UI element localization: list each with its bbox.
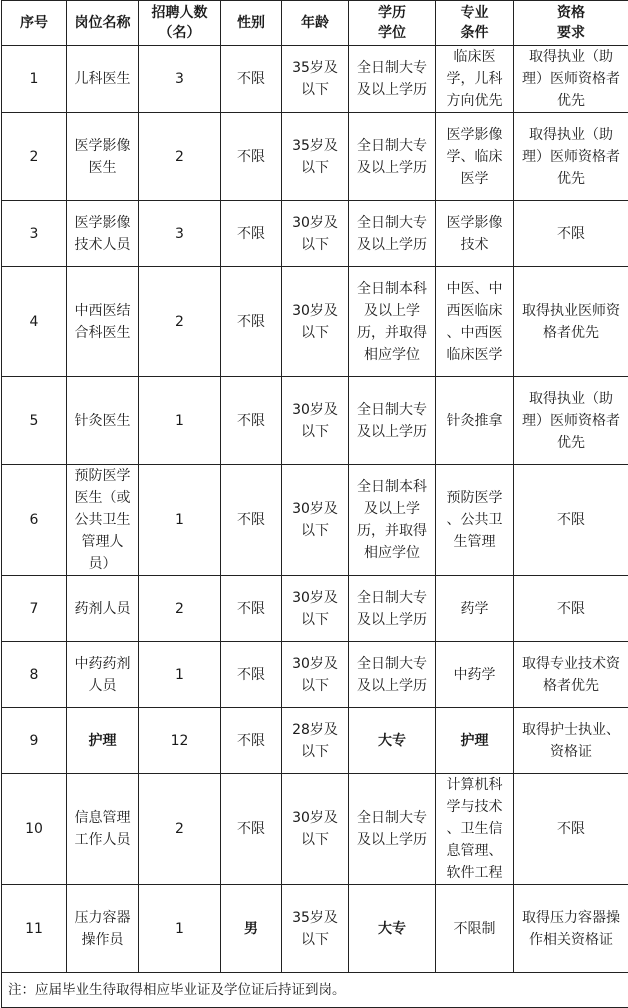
- row-qualification: 取得执业（助 理）医师资格者 优先: [514, 46, 628, 113]
- row-age: 30岁及 以下: [282, 377, 349, 465]
- row-gender: 不限: [221, 267, 282, 377]
- row-gender: 不限: [221, 708, 282, 774]
- header-qualification: 资格 要求: [514, 1, 628, 46]
- table-row: [2, 465, 628, 576]
- row-qualification: 不限: [514, 465, 628, 576]
- row-position: 医学影像 医生: [67, 113, 139, 201]
- row-position: 护理: [67, 708, 139, 774]
- table-row: [2, 885, 628, 973]
- row-qualification: 取得压力容器操 作相关资格证: [514, 885, 628, 973]
- header-age: 年龄: [282, 1, 349, 46]
- row-age: 30岁及 以下: [282, 774, 349, 885]
- row-gender: 不限: [221, 377, 282, 465]
- table-row: [2, 576, 628, 642]
- table-row: [2, 201, 628, 267]
- row-gender: 不限: [221, 46, 282, 113]
- row-education: 全日制大专 及以上学历: [349, 774, 436, 885]
- header-major: 专业 条件: [436, 1, 514, 46]
- row-qualification: 取得执业（助 理）医师资格者 优先: [514, 113, 628, 201]
- row-major: 预防医学 、公共卫 生管理: [436, 465, 514, 576]
- row-education: 全日制大专 及以上学历: [349, 377, 436, 465]
- table-row: [2, 46, 628, 113]
- row-position: 儿科医生: [67, 46, 139, 113]
- row-education: 全日制大专 及以上学历: [349, 113, 436, 201]
- row-no: 10: [2, 774, 67, 885]
- row-major: 临床医 学，儿科 方向优先: [436, 46, 514, 113]
- row-gender: 男: [221, 885, 282, 973]
- row-gender: 不限: [221, 113, 282, 201]
- row-education: 全日制本科 及以上学 历，并取得 相应学位: [349, 267, 436, 377]
- row-qualification: 不限: [514, 774, 628, 885]
- table-row: [2, 377, 628, 465]
- row-qualification: 取得护士执业、 资格证: [514, 708, 628, 774]
- header-no: 序号: [2, 1, 67, 46]
- row-age: 30岁及 以下: [282, 267, 349, 377]
- row-no: 7: [2, 576, 67, 642]
- row-major: 药学: [436, 576, 514, 642]
- row-no: 5: [2, 377, 67, 465]
- row-no: 4: [2, 267, 67, 377]
- row-count: 1: [139, 642, 221, 708]
- row-age: 35岁及 以下: [282, 46, 349, 113]
- row-qualification: 不限: [514, 576, 628, 642]
- row-position: 信息管理 工作人员: [67, 774, 139, 885]
- row-count: 2: [139, 267, 221, 377]
- row-gender: 不限: [221, 774, 282, 885]
- row-count: 3: [139, 46, 221, 113]
- row-age: 30岁及 以下: [282, 576, 349, 642]
- note-row: [2, 973, 628, 1008]
- row-major: 计算机科 学与技术 、卫生信 息管理、 软件工程: [436, 774, 514, 885]
- row-count: 2: [139, 576, 221, 642]
- header-education: 学历 学位: [349, 1, 436, 46]
- table-row: [2, 774, 628, 885]
- row-education: 全日制大专 及以上学历: [349, 576, 436, 642]
- table-row: [2, 708, 628, 774]
- row-count: 2: [139, 774, 221, 885]
- row-major: 护理: [436, 708, 514, 774]
- header-position: 岗位名称: [67, 1, 139, 46]
- row-age: 30岁及 以下: [282, 465, 349, 576]
- row-no: 11: [2, 885, 67, 973]
- header-gender: 性别: [221, 1, 282, 46]
- row-count: 12: [139, 708, 221, 774]
- row-no: 9: [2, 708, 67, 774]
- row-no: 8: [2, 642, 67, 708]
- row-no: 3: [2, 201, 67, 267]
- row-position: 中西医结 合科医生: [67, 267, 139, 377]
- row-gender: 不限: [221, 201, 282, 267]
- row-education: 全日制大专 及以上学历: [349, 201, 436, 267]
- row-count: 2: [139, 113, 221, 201]
- row-gender: 不限: [221, 642, 282, 708]
- header-count: 招聘人数 （名）: [139, 1, 221, 46]
- row-education: 全日制大专 及以上学历: [349, 46, 436, 113]
- footnote: 注：应届毕业生待取得相应毕业证及学位证后持证到岗。: [2, 973, 628, 1008]
- row-major: 中药学: [436, 642, 514, 708]
- row-count: 1: [139, 377, 221, 465]
- row-age: 30岁及 以下: [282, 201, 349, 267]
- row-major: 中医、中 西医临床 、中西医 临床医学: [436, 267, 514, 377]
- table-row: [2, 642, 628, 708]
- row-count: 1: [139, 885, 221, 973]
- row-qualification: 取得执业医师资 格者优先: [514, 267, 628, 377]
- row-no: 2: [2, 113, 67, 201]
- row-no: 6: [2, 465, 67, 576]
- row-age: 30岁及 以下: [282, 642, 349, 708]
- header-row: [2, 1, 628, 46]
- row-position: 针灸医生: [67, 377, 139, 465]
- row-education: 大专: [349, 708, 436, 774]
- row-age: 35岁及 以下: [282, 113, 349, 201]
- row-position: 预防医学 医生（或 公共卫生 管理人 员）: [67, 465, 139, 576]
- row-count: 1: [139, 465, 221, 576]
- row-age: 28岁及 以下: [282, 708, 349, 774]
- row-education: 全日制本科 及以上学 历，并取得 相应学位: [349, 465, 436, 576]
- row-major: 医学影像 技术: [436, 201, 514, 267]
- row-age: 35岁及 以下: [282, 885, 349, 973]
- row-position: 压力容器 操作员: [67, 885, 139, 973]
- row-qualification: 不限: [514, 201, 628, 267]
- recruitment-table: [1, 0, 628, 1008]
- table-row: [2, 113, 628, 201]
- row-major: 不限制: [436, 885, 514, 973]
- row-major: 医学影像 学、临床 医学: [436, 113, 514, 201]
- row-qualification: 取得执业（助 理）医师资格者 优先: [514, 377, 628, 465]
- row-count: 3: [139, 201, 221, 267]
- row-no: 1: [2, 46, 67, 113]
- row-position: 药剂人员: [67, 576, 139, 642]
- row-education: 全日制大专 及以上学历: [349, 642, 436, 708]
- row-education: 大专: [349, 885, 436, 973]
- table-row: [2, 267, 628, 377]
- row-gender: 不限: [221, 576, 282, 642]
- row-gender: 不限: [221, 465, 282, 576]
- row-position: 中药药剂 人员: [67, 642, 139, 708]
- row-major: 针灸推拿: [436, 377, 514, 465]
- row-qualification: 取得专业技术资 格者优先: [514, 642, 628, 708]
- row-position: 医学影像 技术人员: [67, 201, 139, 267]
